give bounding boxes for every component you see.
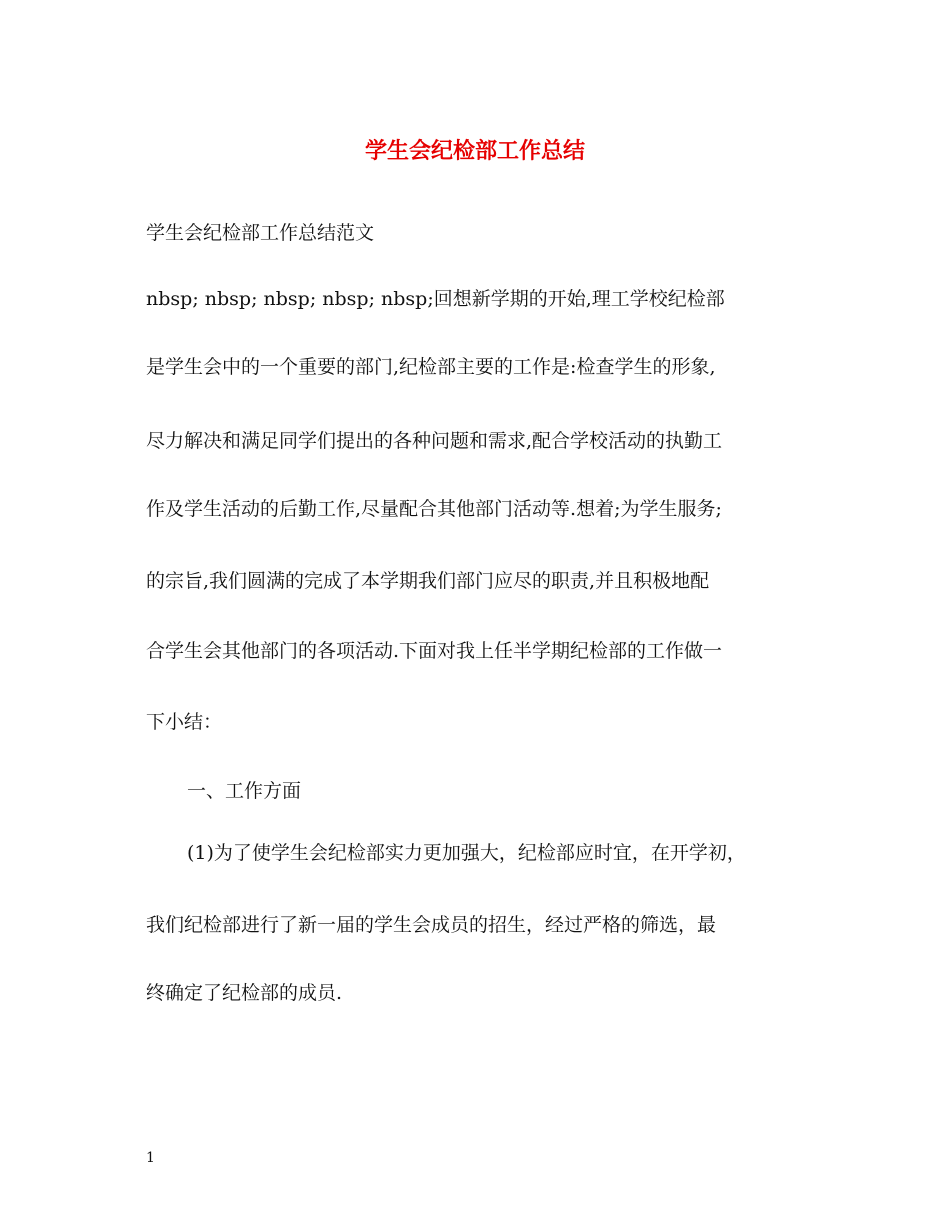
document-title: 学生会纪检部工作总结: [364, 138, 585, 164]
body-line: 我们纪检部进行了新一届的学生会成员的招生，经过严格的筛选，最: [146, 914, 717, 936]
body-line: 的宗旨,我们圆满的完成了本学期我们部门应尽的职责,并且积极地配: [146, 570, 710, 592]
body-line: nbsp; nbsp; nbsp; nbsp; nbsp;回想新学期的开始,理工学校纪检部: [146, 288, 725, 310]
document-subtitle: 学生会纪检部工作总结范文: [146, 222, 375, 244]
body-line: 作及学生活动的后勤工作,尽量配合其他部门活动等.想着;为学生服务;: [146, 498, 722, 520]
body-line: 尽力解决和满足同学们提出的各种问题和需求,配合学校活动的执勤工: [146, 430, 723, 452]
body-line: (1)为了使学生会纪检部实力更加强大，纪检部应时宜，在开学初，: [187, 842, 746, 864]
body-line: 是学生会中的一个重要的部门,纪检部主要的工作是:检查学生的形象,: [146, 356, 716, 378]
section-heading: 一、工作方面: [187, 780, 302, 802]
body-line: 下小结：: [146, 711, 223, 733]
body-line: 合学生会其他部门的各项活动.下面对我上任半学期纪检部的工作做一: [146, 640, 723, 662]
page-number: 1: [146, 1150, 155, 1166]
body-line: 终确定了纪检部的成员.: [146, 982, 343, 1004]
